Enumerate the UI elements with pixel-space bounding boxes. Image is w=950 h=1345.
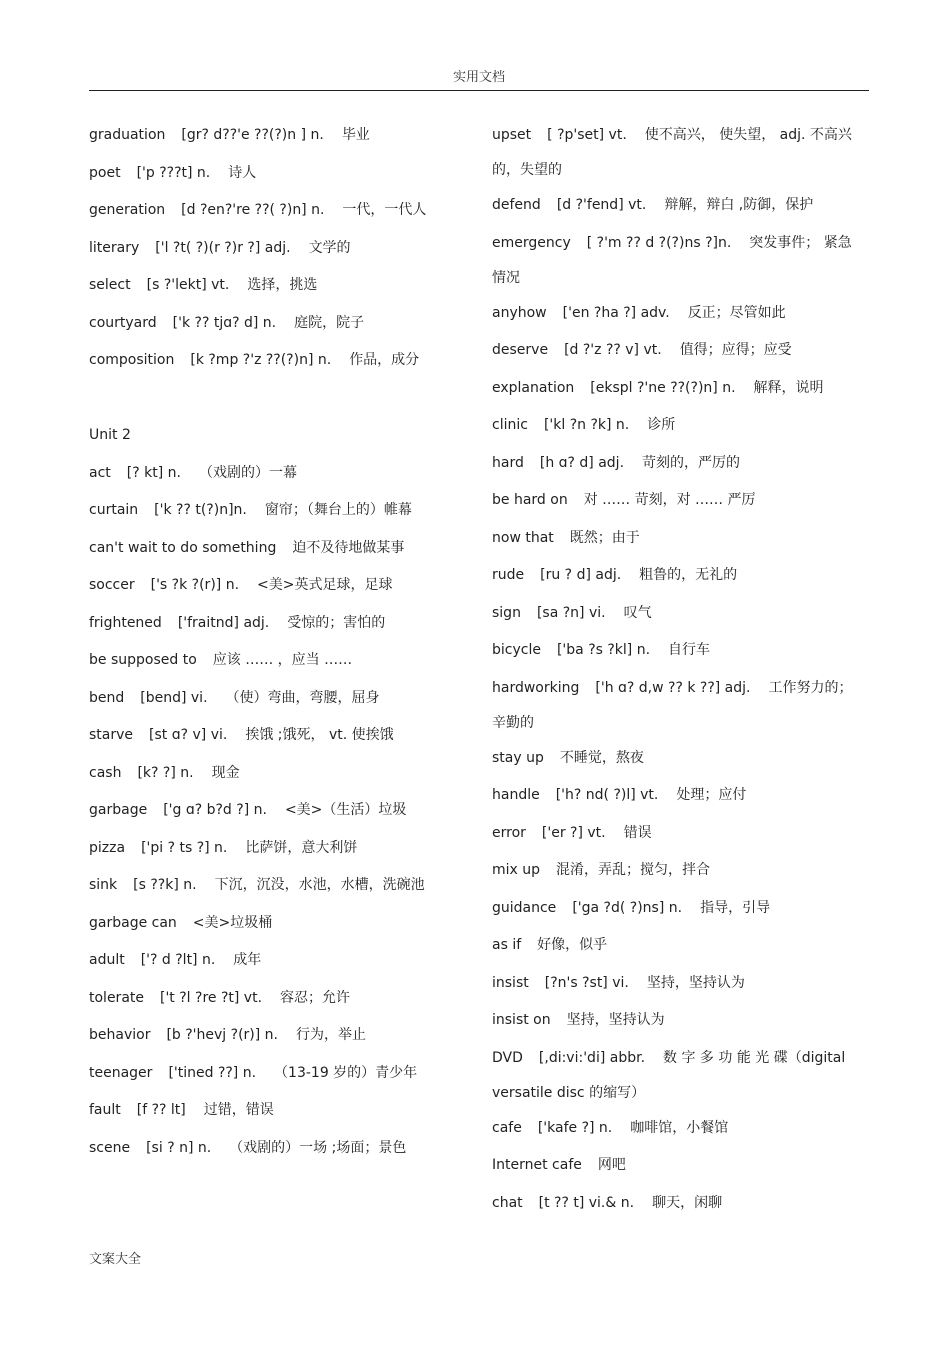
vocab-entry — [492, 483, 860, 521]
vocab-meaning: （戏剧的）一场 ;场面；景色 — [229, 1139, 407, 1156]
vocab-entry — [89, 493, 434, 531]
vocab-entry — [89, 681, 434, 719]
vocab-meaning: 坚持，坚持认为 — [566, 1012, 665, 1028]
vocab-entry — [492, 778, 860, 816]
vocab-meaning: 错误 — [623, 824, 652, 841]
page-footer: 文案大全 — [89, 1252, 142, 1267]
vocab-meaning: 受惊的；害怕的 — [287, 614, 386, 631]
vocab-phonetic: ['k ?? t(?)n]n. — [154, 502, 247, 518]
vocab-word: upset — [492, 127, 532, 143]
vocab-phonetic: [gr? d??'e ??(?)n ] n. — [181, 127, 324, 143]
vocab-word: as if — [492, 937, 522, 953]
vocab-word: insist — [492, 974, 529, 991]
vocab-entry — [89, 831, 434, 869]
vocab-phonetic: [k? ?] n. — [137, 764, 194, 781]
vocab-meaning: 对 …… 苛刻，对 …… 严厉 — [583, 492, 756, 508]
vocab-word: handle — [492, 787, 540, 803]
vocab-meaning: 比萨饼，意大利饼 — [245, 839, 358, 856]
right-column — [492, 118, 860, 1223]
vocab-word: rude — [492, 567, 525, 583]
vocab-meaning: 自行车 — [668, 642, 711, 658]
vocab-entry — [89, 156, 434, 194]
vocab-meaning: 数 字 多 功 能 光 碟（digital versatile disc 的缩写） — [492, 1049, 846, 1101]
vocab-word: pizza — [89, 839, 126, 856]
vocab-meaning: 诊所 — [647, 417, 676, 433]
vocab-phonetic: [d ?en?'re ??( ?)n] n. — [181, 202, 325, 218]
vocab-meaning: 容忍；允许 — [280, 989, 351, 1006]
vocab-phonetic: [bend] vi. — [140, 689, 208, 706]
vocab-entry — [492, 408, 860, 446]
vocab-entry — [492, 671, 860, 741]
vocab-word: bend — [89, 689, 125, 706]
vocab-phonetic: [sa ?n] vi. — [536, 604, 606, 621]
vocab-word: defend — [492, 197, 541, 213]
vocab-meaning: 粗鲁的，无礼的 — [639, 567, 738, 583]
vocab-phonetic: ['h? nd( ?)l] vt. — [555, 787, 659, 803]
vocab-meaning: 叹气 — [623, 604, 652, 621]
vocab-meaning: 行为，举止 — [296, 1027, 366, 1043]
vocab-meaning: 诗人 — [228, 164, 257, 181]
vocab-entry — [89, 306, 434, 344]
vocab-meaning: 毕业 — [341, 127, 370, 143]
vocab-meaning: 坚持，坚持认为 — [646, 974, 745, 991]
vocab-word: insist on — [492, 1012, 551, 1028]
vocab-entry — [89, 1093, 434, 1131]
vocab-meaning: 挨饿 ;饿死， vt. 使挨饿 — [245, 727, 394, 743]
vocab-meaning: 值得；应得；应受 — [679, 342, 792, 358]
vocab-entry — [89, 531, 434, 569]
vocab-phonetic: ['h ɑ? d,w ?? k ??] adj. — [595, 679, 751, 696]
vocab-entry — [492, 446, 860, 484]
vocab-word: hardworking — [492, 679, 580, 696]
vocab-word: frightened — [89, 614, 162, 631]
vocab-meaning: 突发事件； 紧急情况 — [492, 234, 852, 286]
vocab-word: curtain — [89, 502, 139, 518]
vocab-word: Unit 2 — [89, 427, 131, 443]
blank-line — [89, 381, 434, 419]
vocab-meaning: <美>垃圾桶 — [192, 914, 273, 931]
vocab-entry — [492, 296, 860, 334]
vocab-word: now that — [492, 529, 554, 546]
vocab-word: bicycle — [492, 642, 541, 658]
vocab-entry — [492, 633, 860, 671]
vocab-word: garbage can — [89, 914, 177, 931]
vocab-meaning: 辩解，辩白 ,防御，保护 — [664, 197, 814, 213]
vocab-meaning: 过错，错误 — [203, 1102, 274, 1118]
vocab-word: sink — [89, 877, 118, 893]
vocab-word: mix up — [492, 862, 541, 878]
vocab-phonetic: [ ?p'set] vt. — [547, 127, 627, 143]
vocab-phonetic: [,di:vi:'di] abbr. — [538, 1049, 646, 1066]
vocab-meaning: （13-19 岁的）青少年 — [274, 1064, 418, 1081]
vocab-word: sign — [492, 604, 521, 621]
vocab-word: anyhow — [492, 304, 547, 321]
vocab-phonetic: ['ga ?d( ?)ns] n. — [572, 899, 683, 916]
vocab-entry — [89, 906, 434, 944]
vocab-meaning: 迫不及待地做某事 — [292, 539, 405, 556]
vocab-phonetic: ['pi ? ts ?] n. — [141, 839, 228, 856]
vocab-meaning: 苛刻的，严厉的 — [642, 454, 741, 471]
vocab-phonetic: [d ?'fend] vt. — [556, 197, 647, 213]
vocab-entry — [492, 816, 860, 854]
vocab-meaning: 聊天，闲聊 — [652, 1194, 723, 1211]
vocab-meaning: （使）弯曲，弯腰，屈身 — [225, 689, 380, 706]
vocab-phonetic: [ ?'m ?? d ?(?)ns ?]n. — [586, 234, 732, 251]
vocab-meaning: 混淆，弄乱；搅匀，拌合 — [556, 862, 711, 878]
vocab-meaning: 使不高兴， 使失望， adj. 不高兴的，失望的 — [492, 127, 852, 178]
vocab-entry — [492, 1186, 860, 1224]
vocab-phonetic: ['er ?] vt. — [541, 824, 606, 841]
vocab-meaning: 不睡觉，熬夜 — [559, 749, 644, 766]
vocab-meaning: 成年 — [233, 952, 262, 968]
vocab-entry — [89, 268, 434, 306]
vocab-phonetic: ['k ?? tjɑ? d] n. — [172, 314, 277, 331]
vocab-word: graduation — [89, 127, 166, 143]
vocab-word: clinic — [492, 417, 528, 433]
vocab-entry — [89, 118, 434, 156]
vocab-phonetic: [ru ? d] adj. — [540, 567, 622, 583]
vocab-word: cafe — [492, 1119, 522, 1136]
vocab-meaning: 现金 — [211, 764, 240, 781]
vocab-entry — [89, 1131, 434, 1169]
vocab-word: Internet cafe — [492, 1157, 582, 1173]
vocab-entry — [492, 1003, 860, 1041]
vocab-phonetic: ['fraitnd] adj. — [177, 614, 270, 631]
vocab-entry — [492, 1148, 860, 1186]
vocab-phonetic: [t ?? t] vi.& n. — [538, 1194, 635, 1211]
vocab-phonetic: ['l ?t( ?)(r ?)r ?] adj. — [155, 239, 291, 256]
vocab-entry — [89, 568, 434, 606]
vocab-phonetic: [s ??k] n. — [133, 877, 197, 893]
vocab-meaning: （戏剧的）一幕 — [198, 464, 297, 481]
vocab-phonetic: ['kl ?n ?k] n. — [543, 417, 630, 433]
page-header: 实用文档 — [452, 70, 505, 85]
vocab-meaning: 反正；尽管如此 — [687, 304, 786, 321]
vocab-entry — [492, 521, 860, 559]
vocab-meaning: 选择，挑选 — [247, 277, 318, 293]
vocab-phonetic: ['t ?l ?re ?t] vt. — [160, 989, 263, 1006]
vocab-entry — [89, 793, 434, 831]
vocab-entry — [492, 853, 860, 891]
vocab-entry — [492, 1111, 860, 1149]
vocab-phonetic: [h ɑ? d] adj. — [539, 454, 625, 471]
vocab-meaning: 庭院，院子 — [294, 314, 365, 331]
vocab-word: error — [492, 824, 526, 841]
vocab-word: teenager — [89, 1064, 153, 1081]
vocab-word: scene — [89, 1139, 131, 1156]
vocab-meaning: 网吧 — [597, 1157, 626, 1173]
vocab-word: hard — [492, 454, 524, 471]
vocab-meaning: 作品，成分 — [349, 352, 420, 368]
vocab-phonetic: ['kafe ?] n. — [537, 1119, 613, 1136]
header-rule — [89, 90, 869, 91]
vocab-word: fault — [89, 1102, 121, 1118]
vocab-word: literary — [89, 239, 140, 256]
vocab-entry — [89, 1056, 434, 1094]
vocab-meaning: 文学的 — [308, 239, 351, 256]
vocab-entry — [492, 118, 860, 188]
vocab-word: be hard on — [492, 492, 568, 508]
vocab-entry — [492, 1041, 860, 1111]
vocab-meaning: 既然；由于 — [569, 529, 640, 546]
vocab-meaning: 窗帘；（舞台上的）帷幕 — [264, 502, 412, 518]
vocab-entry — [492, 333, 860, 371]
vocab-word: generation — [89, 202, 166, 218]
vocab-word: explanation — [492, 379, 575, 396]
vocab-entry — [89, 643, 434, 681]
vocab-entry — [89, 981, 434, 1019]
vocab-word: be supposed to — [89, 652, 197, 668]
vocab-meaning: 指导，引导 — [700, 899, 771, 916]
vocab-word: can't wait to do something — [89, 539, 277, 556]
vocab-entry — [492, 188, 860, 226]
vocab-entry — [492, 928, 860, 966]
vocab-entry — [492, 741, 860, 779]
vocab-word: poet — [89, 164, 121, 181]
vocab-entry — [89, 606, 434, 644]
vocab-word: deserve — [492, 342, 549, 358]
vocab-word: adult — [89, 952, 125, 968]
vocab-meaning: <美>（生活）垃圾 — [284, 802, 407, 818]
vocab-entry — [492, 891, 860, 929]
vocab-entry — [492, 596, 860, 634]
vocab-meaning: 一代，一代人 — [342, 202, 427, 218]
vocab-word: select — [89, 277, 131, 293]
vocab-word: chat — [492, 1194, 523, 1211]
vocab-meaning: <美>英式足球，足球 — [257, 577, 393, 593]
vocab-entry — [89, 193, 434, 231]
vocab-word: garbage — [89, 802, 148, 818]
vocab-entry — [89, 718, 434, 756]
vocab-phonetic: ['g ɑ? b?d ?] n. — [163, 802, 267, 818]
vocab-meaning: 应该 …… ，应当 …… — [212, 652, 353, 668]
vocab-phonetic: ['tined ??] n. — [168, 1064, 257, 1081]
vocab-phonetic: [s ?'lekt] vt. — [146, 277, 230, 293]
vocab-entry — [89, 756, 434, 794]
vocab-word: emergency — [492, 234, 571, 251]
vocab-phonetic: [st ɑ? v] vi. — [149, 727, 228, 743]
vocab-meaning: 下沉，沉没，水池，水槽，洗碗池 — [214, 877, 425, 893]
vocab-meaning: 处理；应付 — [676, 787, 747, 803]
vocab-phonetic: [d ?'z ?? v] vt. — [564, 342, 662, 358]
vocab-word: act — [89, 464, 111, 481]
vocab-phonetic: [b ?'hevj ?(r)] n. — [166, 1027, 278, 1043]
vocab-word: guidance — [492, 899, 557, 916]
vocab-entry — [89, 231, 434, 269]
vocab-phonetic: ['? d ?lt] n. — [140, 952, 216, 968]
vocab-phonetic: ['s ?k ?(r)] n. — [150, 577, 240, 593]
vocab-word: composition — [89, 352, 175, 368]
left-column — [89, 118, 434, 1168]
vocab-entry — [89, 343, 434, 381]
vocab-phonetic: [?n's ?st] vi. — [544, 974, 629, 991]
vocab-meaning: 咖啡馆，小餐馆 — [630, 1119, 729, 1136]
vocab-entry — [89, 1018, 434, 1056]
vocab-word: soccer — [89, 577, 135, 593]
vocab-phonetic: ['en ?ha ?] adv. — [562, 304, 670, 321]
vocab-meaning: 工作努力的；辛勤的 — [492, 679, 853, 731]
vocab-entry — [492, 226, 860, 296]
vocab-word: courtyard — [89, 314, 157, 331]
vocab-word: cash — [89, 764, 122, 781]
vocab-entry — [492, 558, 860, 596]
vocab-meaning: 好像，似乎 — [537, 937, 608, 953]
vocab-entry — [89, 868, 434, 906]
vocab-phonetic: ['p ???t] n. — [136, 164, 211, 181]
vocab-phonetic: [? kt] n. — [126, 464, 181, 481]
vocab-entry — [89, 418, 434, 456]
vocab-meaning: 解释，说明 — [753, 379, 824, 396]
vocab-phonetic: [ekspl ?'ne ??(?)n] n. — [590, 379, 736, 396]
vocab-phonetic: ['ba ?s ?kl] n. — [556, 642, 651, 658]
vocab-entry — [492, 371, 860, 409]
vocab-entry — [89, 456, 434, 494]
vocab-word: stay up — [492, 749, 544, 766]
vocab-word: behavior — [89, 1027, 151, 1043]
vocab-phonetic: [f ?? lt] — [136, 1102, 186, 1118]
vocab-entry — [492, 966, 860, 1004]
vocab-word: DVD — [492, 1049, 523, 1066]
vocab-word: tolerate — [89, 989, 144, 1006]
vocab-phonetic: [k ?mp ?'z ??(?)n] n. — [190, 352, 332, 368]
vocab-phonetic: [si ? n] n. — [146, 1139, 212, 1156]
vocab-entry — [89, 943, 434, 981]
vocab-word: starve — [89, 727, 134, 743]
